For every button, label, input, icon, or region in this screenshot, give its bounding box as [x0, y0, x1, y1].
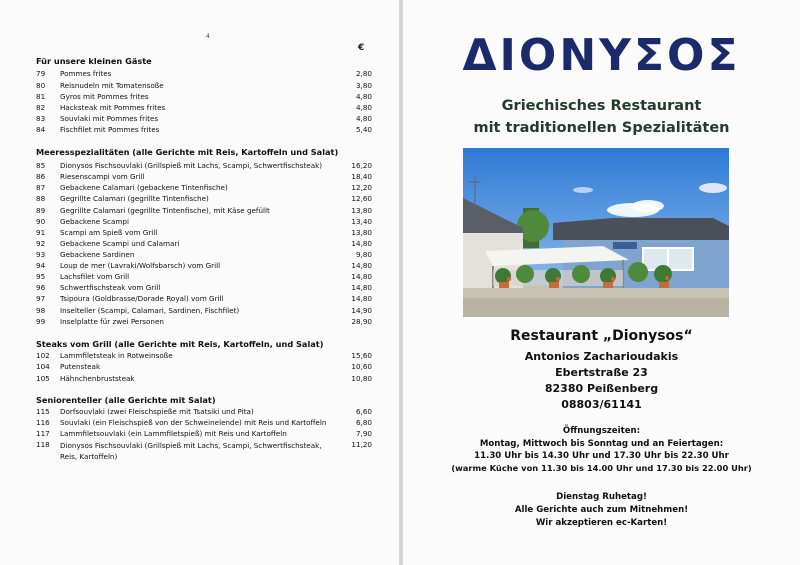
card-payment-notice: Wir akzeptieren ec-Karten!: [535, 518, 668, 528]
restaurant-title: ΔΙΟΝΥΣΟΣ: [462, 30, 741, 81]
city-address: 82380 Peißenberg: [544, 382, 659, 395]
hours-times: 11.30 Uhr bis 14.30 Uhr und 17.30 Uhr bis 22.30 Uhr: [474, 451, 729, 461]
owner-name: Antonios Zacharioudakis: [524, 350, 679, 363]
menu-item: 115 Dorfsouvlaki (zwei Fleischspieße mit Tsatsiki und Pita) 6,60: [36, 407, 372, 416]
menu-item: 95 Lachsfilet vom Grill 14,80: [36, 272, 372, 281]
section-title-seafood: Meeresspezialitäten (alle Gerichte mit Reis, Kartoffeln und Salat): [36, 147, 339, 157]
menu-item: 118 Dionysos Fischsouvlaki (Grillspieß mit Lachs, Scampi, Schwertfischsteak, Reis, Kartoffeln) 11,20: [36, 440, 372, 462]
section-title-seniors: Seniorenteller (alle Gerichte mit Salat): [36, 395, 216, 405]
street-address: Ebertstraße 23: [555, 366, 648, 379]
restaurant-name: Restaurant „Dionysos“: [510, 328, 693, 344]
hours-kitchen: (warme Küche von 11.30 bis 14.00 Uhr und 17.30 bis 22.00 Uhr): [451, 463, 752, 473]
right-page: [403, 0, 800, 565]
currency-header: €: [358, 43, 365, 53]
menu-item: 102 Lammfiletsteak in Rotweinsoße 15,60: [36, 351, 372, 360]
menu-item: 96 Schwertfischsteak vom Grill 14,80: [36, 283, 372, 292]
hours-heading: Öffnungszeiten:: [562, 426, 641, 436]
menu-item: 116 Souvlaki (ein Fleischspieß von der Schweinelende) mit Reis und Kartoffeln 6,80: [36, 418, 372, 427]
menu-item: 105 Hähnchenbruststeak 10,80: [36, 374, 372, 383]
hours-days: Montag, Mittwoch bis Sonntag und an Feiertagen:: [479, 439, 724, 449]
subtitle-line-1: Griechisches Restaurant: [501, 98, 702, 114]
menu-item: 80 Reisnudeln mit Tomatensoße 3,80: [36, 81, 372, 90]
section-title-steaks: Steaks vom Grill (alle Gerichte mit Reis, Kartoffeln, und Salat): [36, 339, 324, 349]
menu-item: 89 Gegrillte Calamari (gegrillte Tintenfische), mit Käse gefüllt 13,80: [36, 206, 372, 215]
menu-item: 86 Riesenscampi vom Grill 18,40: [36, 172, 372, 181]
menu-item: 117 Lammfiletsouvlaki (ein Lammfiletspieß) mit Reis und Kartoffeln 7,90: [36, 429, 372, 438]
menu-item: 92 Gebackene Scampi und Calamari 14,80: [36, 239, 372, 248]
menu-item: 87 Gebackene Calamari (gebackene Tintenfische) 12,20: [36, 183, 372, 192]
menu-item: 97 Tsipoura (Goldbrasse/Dorade Royal) vom Grill 14,80: [36, 294, 372, 303]
phone-number: 08803/61141: [561, 398, 642, 411]
menu-item: 88 Gegrillte Calamari (gegrillte Tintenfische) 12,60: [36, 194, 372, 203]
section-title-kids: Für unsere kleinen Gäste: [36, 56, 152, 66]
menu-item: 82 Hacksteak mit Pommes frites 4,80: [36, 103, 372, 112]
menu-item: 93 Gebackene Sardinen 9,80: [36, 250, 372, 259]
menu-item: 90 Gebackene Scampi 13,40: [36, 217, 372, 226]
menu-item: 99 Inselplatte für zwei Personen 28,90: [36, 317, 372, 326]
menu-item: 79 Pommes frites 2,80: [36, 69, 372, 78]
menu-item: 85 Dionysos Fischsouvlaki (Grillspieß mit Lachs, Scampi, Schwertfischsteak) 16,20: [36, 161, 372, 170]
menu-item: 98 Inselteller (Scampi, Calamari, Sardinen, Fischfilet) 14,90: [36, 306, 372, 315]
menu-item: 84 Fischfilet mit Pommes frites 5,40: [36, 125, 372, 134]
takeaway-notice: Alle Gerichte auch zum Mitnehmen!: [514, 505, 689, 515]
left-page: [0, 0, 399, 565]
rest-day-notice: Dienstag Ruhetag!: [556, 492, 647, 502]
menu-item: 91 Scampi am Spieß vom Grill 13,80: [36, 228, 372, 237]
restaurant-photo: [463, 148, 729, 317]
page-number: 4: [206, 33, 210, 40]
menu-item: 83 Souvlaki mit Pommes frites 4,80: [36, 114, 372, 123]
menu-item: 81 Gyros mit Pommes frites 4,80: [36, 92, 372, 101]
menu-item: 94 Loup de mer (Lavraki/Wolfsbarsch) vom Grill 14,80: [36, 261, 372, 270]
subtitle-line-2: mit traditionellen Spezialitäten: [473, 120, 730, 136]
menu-item: 104 Putensteak 10,60: [36, 362, 372, 371]
